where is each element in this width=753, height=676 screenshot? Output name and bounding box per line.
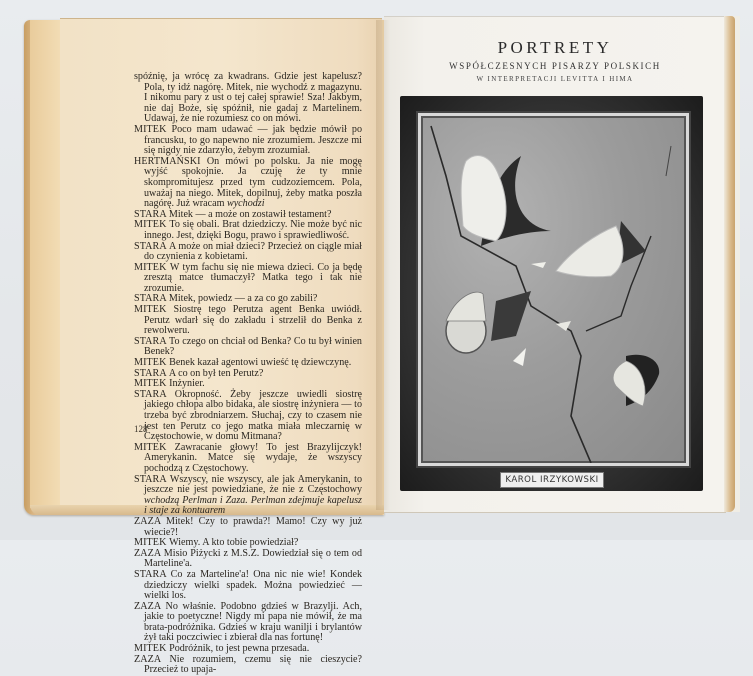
crack-line xyxy=(666,146,671,176)
speaker-name: STARA xyxy=(134,388,175,400)
stage-direction: wychodzi xyxy=(224,198,265,210)
dialogue-line xyxy=(134,337,362,358)
dialogue-text: Poco mam udawać — jak będzie mówił po francusku, to go napewno nie zrozumiem. Jeszcze mi się nigdy nie zdarzyło, żebym zrozumiał. xyxy=(144,123,362,157)
speaker-name: HERTMAŃSKI xyxy=(134,155,207,167)
dialogue-text: Siostrę tego Perutza agent Benka uwiódł. Perutz wdarł się do zakładu i strzelił do Benka z rewolweru. xyxy=(144,304,362,337)
dialogue-line xyxy=(134,220,362,241)
dialogue-text: W tym fachu się nie miewa dzieci. Co ja będę zresztą matce tłumaczył? Matka tego i tak nie zrozumie. xyxy=(144,261,362,294)
dialogue-line xyxy=(134,655,362,676)
speaker-name: MITEK xyxy=(134,441,175,453)
speaker-name: STARA xyxy=(134,335,170,347)
portrait-caption: KAROL IRZYKOWSKI xyxy=(500,472,604,488)
speaker-name: STARA xyxy=(134,473,170,485)
dialogue-line xyxy=(134,390,362,443)
speaker-name: MITEK xyxy=(134,537,170,549)
porcelain-shard xyxy=(461,156,506,241)
dialogue-line xyxy=(134,443,362,475)
plate-subtitle: WSPÓŁCZESNYCH PISARZY POLSKICH xyxy=(449,61,661,71)
dialogue-text: Podróżnik, to jest pewna przesada. xyxy=(169,643,310,655)
dialogue-text: Okropność. Żeby jeszcze uwiedli siostrę jakiego chłopa albo bidaka, ale siostrę inżyniera — to trzeba być zbrodniarzem. Słuchaj, czy to czasem nie jest ten Perutz co jego matka miała mleczarnię w Częstochowie, w domu Mitmana? xyxy=(144,388,362,443)
dialogue-line xyxy=(134,263,362,295)
speaker-name: STARA xyxy=(134,293,169,305)
speaker-name: MITEK xyxy=(134,357,170,369)
dialogue-line xyxy=(134,549,362,570)
dialogue-text: Co za Marteline'a! Ona nic nie wie! Kondek dziedziczy wielki spadek. Można powiedzieć — wielki los. xyxy=(144,568,363,602)
left-page-fore-edge xyxy=(30,20,61,508)
dialogue-text: spóźnię, ja wrócę za kwadrans. Gdzie jest kapelusz? Pola, ty idź nagórę. Mitek, nie wychodź z magazynu. I nikomu pary z ust o tej całej sprawie! Sza! Jakbym, nie daj Boże, się spóźnił, nie gadaj z Martelinem. Udawaj, że nie rozumiesz co on mówi. xyxy=(134,71,362,125)
speaker-name: MITEK xyxy=(134,123,172,135)
speaker-name: ZAZA xyxy=(134,653,170,665)
speaker-name: STARA xyxy=(134,568,171,580)
dialogue-line xyxy=(134,517,362,538)
book-gutter-shadow xyxy=(376,20,390,510)
dialogue-text: Zawracanie głowy! To jest Brazylijczyk! Amerykanin. Matce się wydaje, że wszyscy pochodzą z Częstochowy. xyxy=(144,441,362,474)
page-number: 128 xyxy=(134,424,148,434)
speaker-name: STARA xyxy=(134,367,169,379)
dialogue-text: Inżynier. xyxy=(169,378,205,390)
porcelain-shard xyxy=(531,262,546,268)
dialogue-text: Mitek — a może on zostawił testament? xyxy=(168,208,332,220)
speaker-name: ZAZA xyxy=(134,600,166,612)
speaker-name: MITEK xyxy=(134,261,170,273)
dialogue-text: Mitek! Czy to prawda?! Mamo! Czy wy już wiecie?! xyxy=(144,515,362,538)
dialogue-text: A co on był ten Perutz? xyxy=(168,367,264,379)
shard-shadow xyxy=(491,291,531,341)
stage-direction: wchodzą Perlman i Zaza. Perlman zdejmuje kapelusz i staje za kontuarem xyxy=(144,494,362,517)
dialogue-text: Wiemy. A kto tobie powiedział? xyxy=(169,537,299,549)
portrait-artwork xyxy=(418,113,689,466)
porcelain-shard xyxy=(513,348,526,366)
play-text-column xyxy=(134,72,362,676)
dialogue-line xyxy=(134,602,362,644)
dialogue-text: A może on miał dzieci? Przecież on ciągle miał do czynienia z kobietami. xyxy=(144,240,362,263)
dialogue-line xyxy=(134,72,362,125)
dialogue-line xyxy=(134,570,362,602)
speaker-name: STARA xyxy=(134,240,170,252)
speaker-name: MITEK xyxy=(134,643,170,655)
dialogue-text: No właśnie. Podobno gdzieś w Brazylji. Ach, jakie to poetyczne! Nigdy mi papa nie mówił, że ma brata-podróżnika. Gdzieś w kraju wanilji i brylantów żył taki poczciwiec i zbierał dla nas fortunę! xyxy=(144,600,362,644)
speaker-name: STARA xyxy=(134,208,169,220)
right-page-fore-edge xyxy=(724,16,735,512)
speaker-name: ZAZA xyxy=(134,547,164,559)
dialogue-text: Misio Piżycki z M.S.Z. Dowiedział się o tem od Marteline'a. xyxy=(144,547,362,570)
dialogue-line xyxy=(134,157,362,210)
plate-title: PORTRETY xyxy=(497,38,613,57)
dialogue-text: Wszyscy, nie wszyscy, ale jak Amerykanin, to jeszcze nie jest powiedziane, że nie z Częstochowy xyxy=(144,473,362,496)
dialogue-text: To się obali. Brat dziedziczy. Nie może być nic innego. Jest, dzięki Bogu, prawo i sprawiedliwość. xyxy=(144,219,362,241)
dialogue-line xyxy=(134,305,362,337)
porcelain-shard xyxy=(556,226,623,277)
porcelain-shard xyxy=(446,292,486,321)
speaker-name: MITEK xyxy=(134,378,170,390)
dialogue-line xyxy=(134,242,362,263)
portrait-illustration xyxy=(421,116,686,463)
speaker-name: MITEK xyxy=(134,219,170,231)
speaker-name: MITEK xyxy=(134,304,174,316)
dialogue-line xyxy=(134,125,362,157)
dialogue-text: On mówi po polsku. Ja nie mogę wyjść spokojnie. Ja czuję że ty mnie skompromitujesz przed tym cudzoziemcem. Pola, uważaj na niego. Mitek, dopilnuj, żeby matka poszła nagórę. Już wracam xyxy=(144,155,362,210)
plate-subtitle-secondary: W INTERPRETACJI LEVITTA I HIMA xyxy=(476,75,634,83)
dialogue-text: Nie rozumiem, czemu się nie cieszycie? Przecież to upaja- xyxy=(144,653,362,676)
dialogue-text: To czego on chciał od Benka? Co tu był winien Benek? xyxy=(144,335,362,358)
dialogue-text: Benek kazał agentowi uwieść tę dziewczynę. xyxy=(169,357,352,369)
dialogue-text: Mitek, powiedz — a za co go zabili? xyxy=(168,293,318,305)
speaker-name: ZAZA xyxy=(134,515,167,527)
dialogue-line xyxy=(134,475,362,517)
